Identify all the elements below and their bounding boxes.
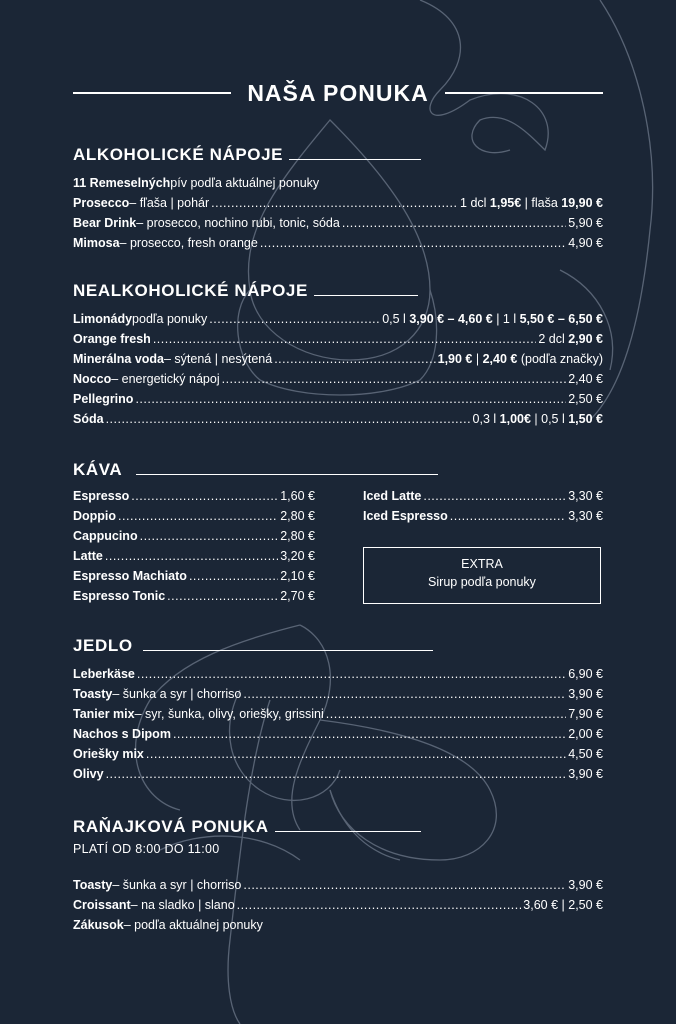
leader-dots: [106, 767, 567, 781]
page-title: NAŠA PONUKA: [247, 79, 429, 106]
extra-syrup-box: [363, 547, 601, 604]
item-name: Zákusok: [73, 918, 124, 932]
leader-dots: [140, 529, 279, 543]
item-description: pív podľa aktuálnej ponuky: [170, 176, 320, 190]
leader-dots: [260, 236, 566, 250]
item-name: Latte: [73, 549, 103, 563]
section-heading-row: [73, 457, 603, 483]
heading-rule: [275, 831, 421, 833]
menu-item: [363, 489, 603, 509]
title-rule-left: [73, 92, 231, 94]
item-price: 2,10 €: [280, 569, 315, 583]
item-price: 3,30 €: [568, 489, 603, 503]
item-name: Nocco: [73, 372, 112, 386]
item-price: 7,90 €: [568, 707, 603, 721]
section-coffee: [73, 457, 603, 483]
menu-item: [73, 332, 603, 352]
item-name: Tanier mix: [73, 707, 135, 721]
item-price: 5,90 €: [568, 216, 603, 230]
item-description: – prosecco, fresh orange: [119, 236, 258, 250]
item-name: Toasty: [73, 878, 113, 892]
section-non-alcoholic-drinks: [73, 278, 603, 432]
item-name: Prosecco: [73, 196, 130, 210]
leader-dots: [118, 509, 278, 523]
item-name: Leberkäse: [73, 667, 135, 681]
menu-item: [73, 767, 603, 787]
leader-dots: [342, 216, 566, 230]
leader-dots: [146, 747, 566, 761]
item-price: 0,5 l 3,90 € – 4,60 € | 1 l 5,50 € – 6,50 €: [382, 312, 603, 326]
item-description: – na sladko | slano: [130, 898, 235, 912]
item-description: – fľaša | pohár: [129, 196, 210, 210]
leader-dots: [222, 372, 567, 386]
section-heading: JEDLO: [73, 636, 133, 655]
heading-rule: [289, 159, 421, 161]
item-name: Espresso Machiato: [73, 569, 187, 583]
leader-dots: [189, 569, 278, 583]
item-price: 3,90 €: [568, 687, 603, 701]
extra-title: EXTRA: [461, 557, 503, 571]
menu-item: [73, 667, 603, 687]
menu-item: [73, 918, 603, 938]
item-price: 2,80 €: [280, 529, 315, 543]
leader-dots: [237, 898, 522, 912]
item-name: Espresso: [73, 489, 130, 503]
item-name: Cappucino: [73, 529, 138, 543]
heading-rule: [314, 295, 418, 297]
section-heading-row: [73, 633, 603, 659]
section-heading: KÁVA: [73, 460, 123, 479]
item-name: Bear Drink: [73, 216, 137, 230]
item-description: – podľa aktuálnej ponuky: [123, 918, 263, 932]
item-name: Espresso Tonic: [73, 589, 166, 603]
breakfast-hours: PLATÍ OD 8:00 DO 11:00: [73, 842, 220, 856]
extra-text: Sirup podľa ponuky: [428, 575, 536, 589]
section-heading: NEALKOHOLICKÉ NÁPOJE: [73, 281, 308, 300]
menu-item: [73, 196, 603, 216]
item-price: 2,50 €: [568, 392, 603, 406]
item-price: 2,80 €: [280, 509, 315, 523]
item-name: Limonády: [73, 312, 133, 326]
menu-item: [73, 489, 315, 509]
menu-item: [73, 236, 603, 256]
item-price: 6,90 €: [568, 667, 603, 681]
menu-item: [73, 412, 603, 432]
section-food: [73, 633, 603, 787]
leader-dots: [105, 549, 278, 563]
item-price: 2,40 €: [568, 372, 603, 386]
item-description: – sýtená | nesýtená: [164, 352, 273, 366]
item-price: 2,70 €: [280, 589, 315, 603]
menu-item: [73, 392, 603, 412]
menu-item: [73, 176, 603, 196]
section-breakfast: [73, 814, 603, 938]
item-price: 0,3 l 1,00€ | 0,5 l 1,50 €: [472, 412, 603, 426]
leader-dots: [173, 727, 566, 741]
item-price: 1,60 €: [280, 489, 315, 503]
item-name: Sóda: [73, 412, 104, 426]
menu-item: [73, 589, 315, 609]
menu-item: [73, 687, 603, 707]
menu-item: [73, 727, 603, 747]
item-description: – prosecco, nochino rubi, tonic, sóda: [136, 216, 340, 230]
item-name: Oriešky mix: [73, 747, 144, 761]
leader-dots: [450, 509, 566, 523]
leader-dots: [209, 312, 380, 326]
item-price: 1,90 € | 2,40 € (podľa značky): [437, 352, 603, 366]
item-name: Croissant: [73, 898, 131, 912]
section-heading-row: [73, 142, 603, 168]
heading-rule: [136, 474, 438, 476]
leader-dots: [153, 332, 537, 346]
section-heading: RAŇAJKOVÁ PONUKA: [73, 817, 269, 836]
coffee-list-left: [73, 489, 315, 609]
menu-item: [73, 312, 603, 332]
coffee-list-right: [363, 489, 603, 529]
item-price: 4,50 €: [568, 747, 603, 761]
item-name: Olivy: [73, 767, 104, 781]
item-name: Nachos s Dipom: [73, 727, 171, 741]
leader-dots: [137, 667, 566, 681]
section-heading-row: [73, 278, 603, 304]
leader-dots: [135, 392, 566, 406]
item-name: Minerálna voda: [73, 352, 164, 366]
item-price: 3,30 €: [568, 509, 603, 523]
menu-item: [73, 898, 603, 918]
item-price: 2,00 €: [568, 727, 603, 741]
leader-dots: [243, 687, 566, 701]
item-name: Toasty: [73, 687, 113, 701]
item-name: 11 Remeselných: [73, 176, 171, 190]
menu-item: [73, 707, 603, 727]
leader-dots: [106, 412, 471, 426]
leader-dots: [326, 707, 566, 721]
item-description: – šunka a syr | chorriso: [112, 687, 242, 701]
menu-item: [73, 529, 315, 549]
item-name: Mimosa: [73, 236, 120, 250]
item-description: podľa ponuky: [132, 312, 208, 326]
item-price: 1 dcl 1,95€ | flaša 19,90 €: [460, 196, 603, 210]
menu-item: [73, 549, 315, 569]
item-price: 3,60 € | 2,50 €: [523, 898, 603, 912]
menu-item: [73, 569, 315, 589]
menu-item: [73, 747, 603, 767]
item-price: 4,90 €: [568, 236, 603, 250]
menu-item: [73, 372, 603, 392]
menu-item: [363, 509, 603, 529]
menu-item: [73, 352, 603, 372]
leader-dots: [131, 489, 278, 503]
item-description: – syr, šunka, olivy, oriešky, grissini: [134, 707, 324, 721]
menu-item: [73, 509, 315, 529]
leader-dots: [423, 489, 566, 503]
section-heading: ALKOHOLICKÉ NÁPOJE: [73, 145, 284, 164]
menu-title-row: [73, 78, 603, 108]
item-description: – šunka a syr | chorriso: [112, 878, 242, 892]
menu-item: [73, 216, 603, 236]
item-price: 3,90 €: [568, 878, 603, 892]
item-price: 2 dcl 2,90 €: [538, 332, 603, 346]
item-name: Doppio: [73, 509, 117, 523]
leader-dots: [274, 352, 435, 366]
menu-item: [73, 878, 603, 898]
item-name: Orange fresh: [73, 332, 151, 346]
leader-dots: [167, 589, 278, 603]
item-price: 3,90 €: [568, 767, 603, 781]
item-name: Pellegrino: [73, 392, 134, 406]
leader-dots: [211, 196, 458, 210]
item-name: Iced Espresso: [363, 509, 448, 523]
leader-dots: [243, 878, 566, 892]
item-price: 3,20 €: [280, 549, 315, 563]
title-rule-right: [445, 92, 603, 94]
section-heading-row: [73, 814, 603, 840]
heading-rule: [143, 650, 433, 652]
section-alcoholic-drinks: [73, 142, 603, 256]
item-name: Iced Latte: [363, 489, 422, 503]
item-description: – energetický nápoj: [111, 372, 220, 386]
